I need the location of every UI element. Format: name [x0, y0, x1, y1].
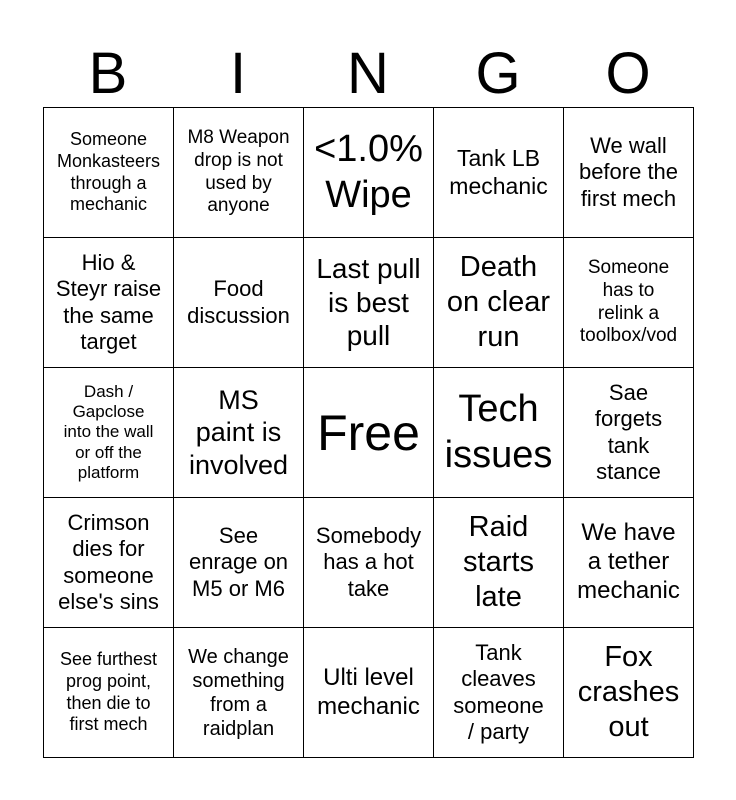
- cell-text: Crimson dies for someone else's sins: [58, 509, 159, 614]
- cell-text: Sae forgets tank stance: [594, 379, 663, 484]
- bingo-header: [43, 40, 693, 108]
- bingo-card: [43, 107, 694, 758]
- cell-text: <1.0% Wipe: [314, 127, 423, 216]
- cell-text: Tank LB mechanic: [449, 144, 548, 199]
- bingo-cell[interactable]: [174, 368, 304, 498]
- cell-text: Death on clear run: [446, 251, 551, 353]
- cell-text: Food discussion: [187, 276, 290, 328]
- bingo-row: [44, 368, 694, 498]
- free-space-cell[interactable]: [304, 368, 434, 498]
- cell-text: Fox crashes out: [577, 641, 680, 743]
- bingo-cell[interactable]: [564, 498, 694, 628]
- bingo-cell[interactable]: [174, 498, 304, 628]
- bingo-cell[interactable]: [44, 628, 174, 758]
- bingo-cell[interactable]: [44, 368, 174, 498]
- cell-text: We have a tether mechanic: [577, 519, 680, 604]
- bingo-cell[interactable]: [564, 238, 694, 368]
- cell-text: Tank cleaves someone / party: [453, 639, 544, 744]
- cell-text: We change something from a raidplan: [188, 645, 289, 740]
- bingo-cell[interactable]: [304, 498, 434, 628]
- bingo-cell[interactable]: [304, 108, 434, 238]
- cell-text: Someone has to relink a toolbox/vod: [579, 256, 678, 347]
- bingo-cell[interactable]: [174, 238, 304, 368]
- bingo-cell[interactable]: [434, 238, 564, 368]
- header-letter-n: N: [347, 41, 389, 106]
- cell-text: Hio & Steyr raise the same target: [55, 249, 162, 354]
- header-letter-o: O: [605, 41, 651, 106]
- bingo-row: [44, 628, 694, 758]
- free-space-text: Free: [317, 404, 420, 461]
- cell-text: M8 Weapon drop is not used by anyone: [187, 126, 290, 217]
- bingo-row: [44, 498, 694, 628]
- cell-text: We wall before the first mech: [578, 132, 679, 211]
- bingo-cell[interactable]: [434, 108, 564, 238]
- cell-text: Ulti level mechanic: [317, 663, 420, 720]
- cell-text: See furthest prog point, then die to first mech: [59, 649, 158, 735]
- bingo-cell[interactable]: [564, 108, 694, 238]
- bingo-cell[interactable]: [434, 628, 564, 758]
- header-letter-g: G: [475, 41, 521, 106]
- bingo-cell[interactable]: [44, 238, 174, 368]
- bingo-row: [44, 238, 694, 368]
- bingo-cell[interactable]: [434, 498, 564, 628]
- bingo-cell[interactable]: [304, 628, 434, 758]
- cell-text: Tech issues: [444, 387, 553, 476]
- cell-text: Somebody has a hot take: [315, 522, 422, 601]
- cell-text: Last pull is best pull: [316, 253, 421, 352]
- bingo-cell[interactable]: [44, 108, 174, 238]
- bingo-cell[interactable]: [44, 498, 174, 628]
- bingo-cell[interactable]: [174, 108, 304, 238]
- bingo-row: [44, 108, 694, 238]
- cell-text: Raid starts late: [463, 511, 534, 613]
- cell-text: MS paint is involved: [188, 384, 289, 480]
- bingo-cell[interactable]: [304, 238, 434, 368]
- cell-text: Dash / Gapclose into the wall or off the platform: [63, 381, 154, 483]
- header-letter-i: I: [229, 41, 247, 106]
- header-letter-b: B: [88, 41, 128, 106]
- bingo-cell[interactable]: [564, 628, 694, 758]
- bingo-cell[interactable]: [174, 628, 304, 758]
- bingo-cell[interactable]: [564, 368, 694, 498]
- cell-text: See enrage on M5 or M6: [188, 522, 289, 601]
- bingo-cell[interactable]: [434, 368, 564, 498]
- cell-text: Someone Monkasteers through a mechanic: [56, 129, 161, 215]
